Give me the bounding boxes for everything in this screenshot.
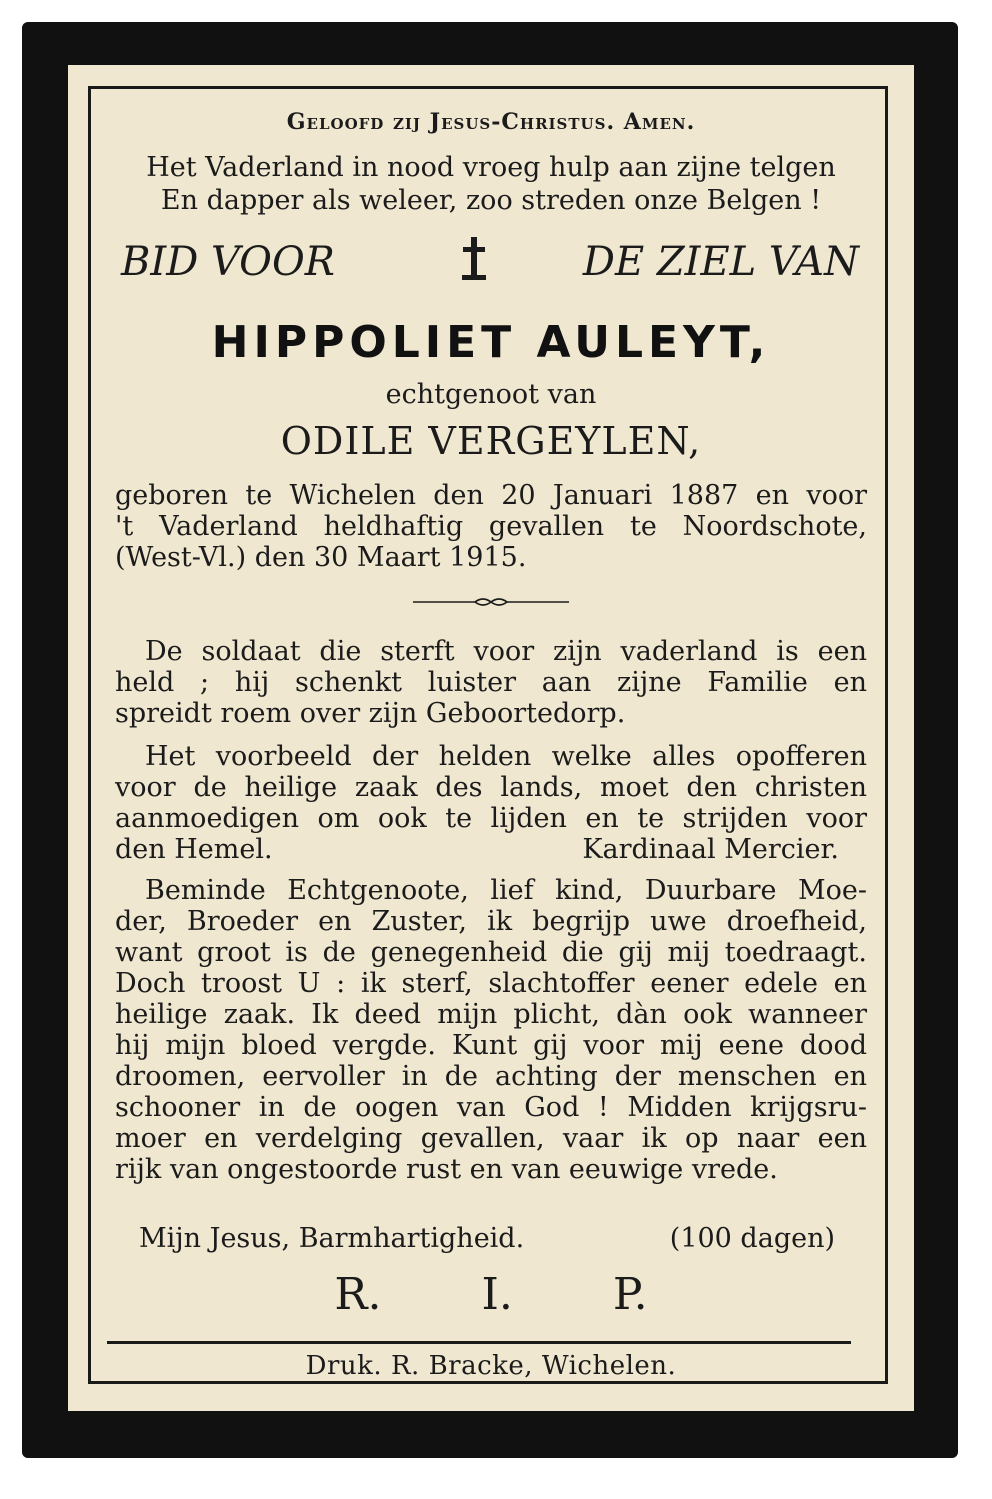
text-line: want groot is de genegenheid die gij mij toedraagt. bbox=[115, 937, 867, 968]
cross-icon bbox=[456, 235, 492, 283]
text-line: De soldaat die sterft voor zijn vaderland is een bbox=[145, 636, 867, 667]
prayer-line: Mijn Jesus, Barmhartigheid. bbox=[139, 1223, 525, 1254]
text-line: droomen, eervoller in de achting der menschen en bbox=[115, 1061, 867, 1092]
birth-death-line: (West-Vl.) den 30 Maart 1915. bbox=[115, 542, 527, 573]
text-line: Het voorbeeld der helden welke alles opofferen bbox=[145, 741, 867, 772]
spouse-name: ODILE VERGEYLEN, bbox=[280, 419, 702, 463]
text-line: Doch troost U : ik sterf, slachtoffer eener edele en bbox=[115, 968, 867, 999]
birth-death-line: geboren te Wichelen den 20 Januari 1887 en voor bbox=[115, 480, 867, 511]
quote-signature: Kardinaal Mercier. bbox=[582, 834, 839, 865]
verse-line: Het Vaderland in nood vroeg hulp aan zijne telgen bbox=[146, 152, 836, 183]
text-line: spreidt roem over zijn Geboortedorp. bbox=[115, 698, 626, 729]
birth-death-line: 't Vaderland heldhaftig gevallen te Noordschote, bbox=[115, 511, 867, 542]
inner-frame bbox=[88, 86, 888, 1384]
indulgence-note: (100 dagen) bbox=[669, 1223, 835, 1254]
memorial-card-border bbox=[22, 22, 958, 1458]
text-line: voor de heilige zaak des lands, moet den christen bbox=[115, 772, 867, 803]
verse-line: En dapper als weleer, zoo streden onze Belgen ! bbox=[160, 185, 822, 216]
printer-credit: Druk. R. Bracke, Wichelen. bbox=[305, 1351, 677, 1381]
invocation-right: DE ZIEL VAN bbox=[582, 239, 859, 285]
invocation-left: BID VOOR bbox=[121, 239, 335, 285]
memorial-card-paper bbox=[68, 65, 914, 1411]
text-line: heilige zaak. Ik deed mijn plicht, dàn ook wanneer bbox=[115, 999, 867, 1030]
text-line: hij mijn bloed vergde. Kunt gij voor mij eene dood bbox=[115, 1030, 867, 1061]
text-line: schooner in de oogen van God ! Midden krijgsru- bbox=[115, 1092, 867, 1123]
deceased-name: HIPPOLIET AULEYT, bbox=[211, 317, 771, 368]
text-line: den Hemel. bbox=[115, 834, 273, 865]
text-line: der, Broeder en Zuster, ik begrijp uwe droefheid, bbox=[115, 906, 867, 937]
text-line: Beminde Echtgenoote, lief kind, Duurbare Moe- bbox=[145, 875, 867, 906]
rip-line: R. I. P. bbox=[334, 1269, 648, 1320]
bottom-rule bbox=[107, 1341, 851, 1344]
text-line: aanmoedigen om ook te lijden en te strijden voor bbox=[115, 803, 867, 834]
text-line: held ; hij schenkt luister aan zijne Familie en bbox=[115, 667, 867, 698]
header-line: Geloofd zij Jesus-Christus. Amen. bbox=[286, 109, 696, 135]
spouse-intro: echtgenoot van bbox=[385, 379, 597, 410]
text-line: rijk van ongestoorde rust en van eeuwige vrede. bbox=[115, 1154, 778, 1185]
divider-ornament bbox=[413, 595, 569, 609]
text-line: moer en verdelging gevallen, vaar ik op naar een bbox=[115, 1123, 867, 1154]
